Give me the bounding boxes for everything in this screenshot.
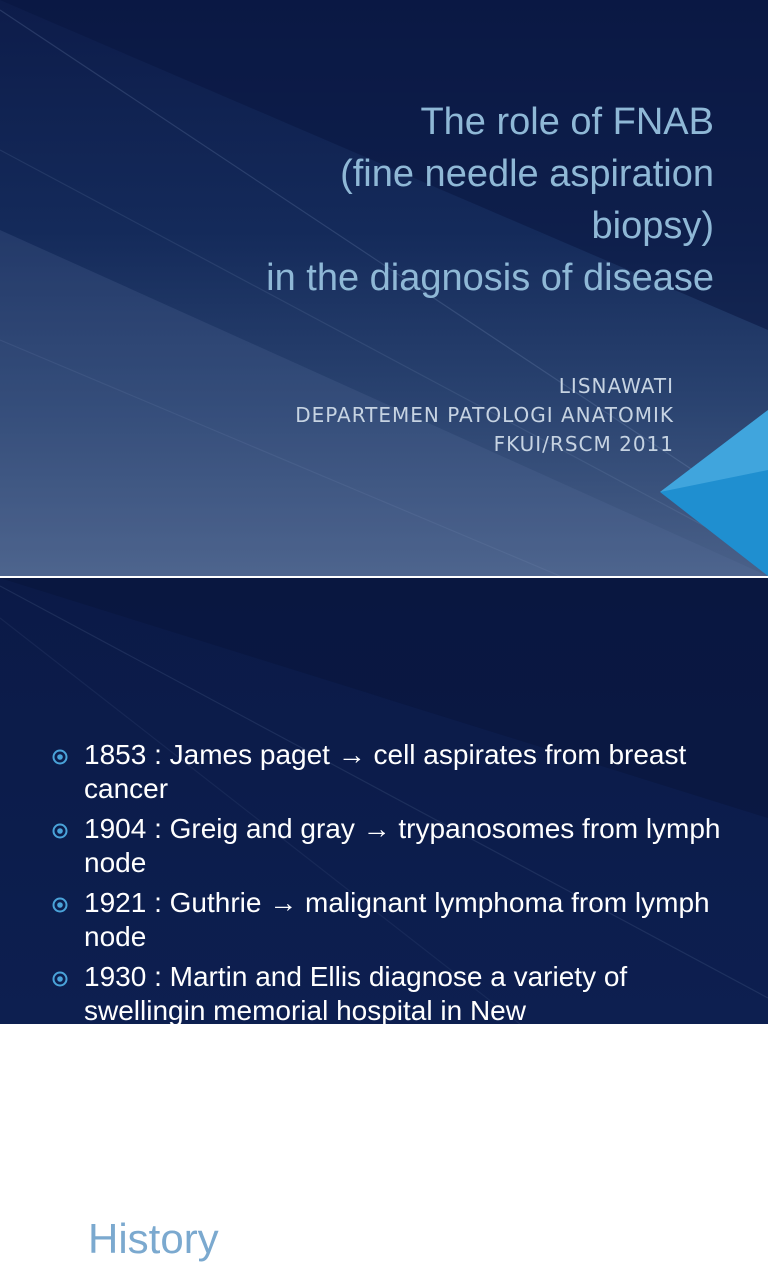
author-name: LISNAWATI bbox=[558, 374, 674, 398]
list-item bbox=[52, 812, 752, 880]
list-item bbox=[52, 886, 752, 954]
circled-dot-icon bbox=[52, 749, 68, 765]
bullet-list bbox=[52, 738, 752, 1034]
bullet-text: 1921 : Guthrie → malignant lymphoma from lymph node bbox=[84, 887, 710, 952]
bullet-text: 1904 : Greig and gray → trypanosomes from lymph node bbox=[84, 813, 721, 878]
bullet-text: 1930 : Martin and Ellis diagnose a variety of swellingin memorial hospital in New bbox=[84, 961, 628, 1026]
circled-dot-icon bbox=[52, 971, 68, 987]
slide-heading: History bbox=[88, 1215, 219, 1262]
title-line: (fine needle aspiration bbox=[340, 153, 714, 195]
bullet-text: 1853 : James paget → cell aspirates from breast cancer bbox=[84, 739, 687, 804]
list-item bbox=[52, 960, 752, 1028]
institution-year: FKUI/RSCM 2011 bbox=[493, 432, 674, 456]
slide-subtitle bbox=[114, 372, 674, 459]
title-line: in the diagnosis of disease bbox=[266, 257, 714, 299]
title-line: biopsy) bbox=[591, 205, 714, 247]
circled-dot-icon bbox=[52, 823, 68, 839]
title-line: The role of FNAB bbox=[420, 101, 714, 143]
slide-title bbox=[0, 0, 768, 576]
circled-dot-icon bbox=[52, 897, 68, 913]
slide-title-text bbox=[74, 96, 714, 304]
list-item bbox=[52, 738, 752, 806]
department-name: DEPARTEMEN PATOLOGI ANATOMIK bbox=[295, 403, 674, 427]
